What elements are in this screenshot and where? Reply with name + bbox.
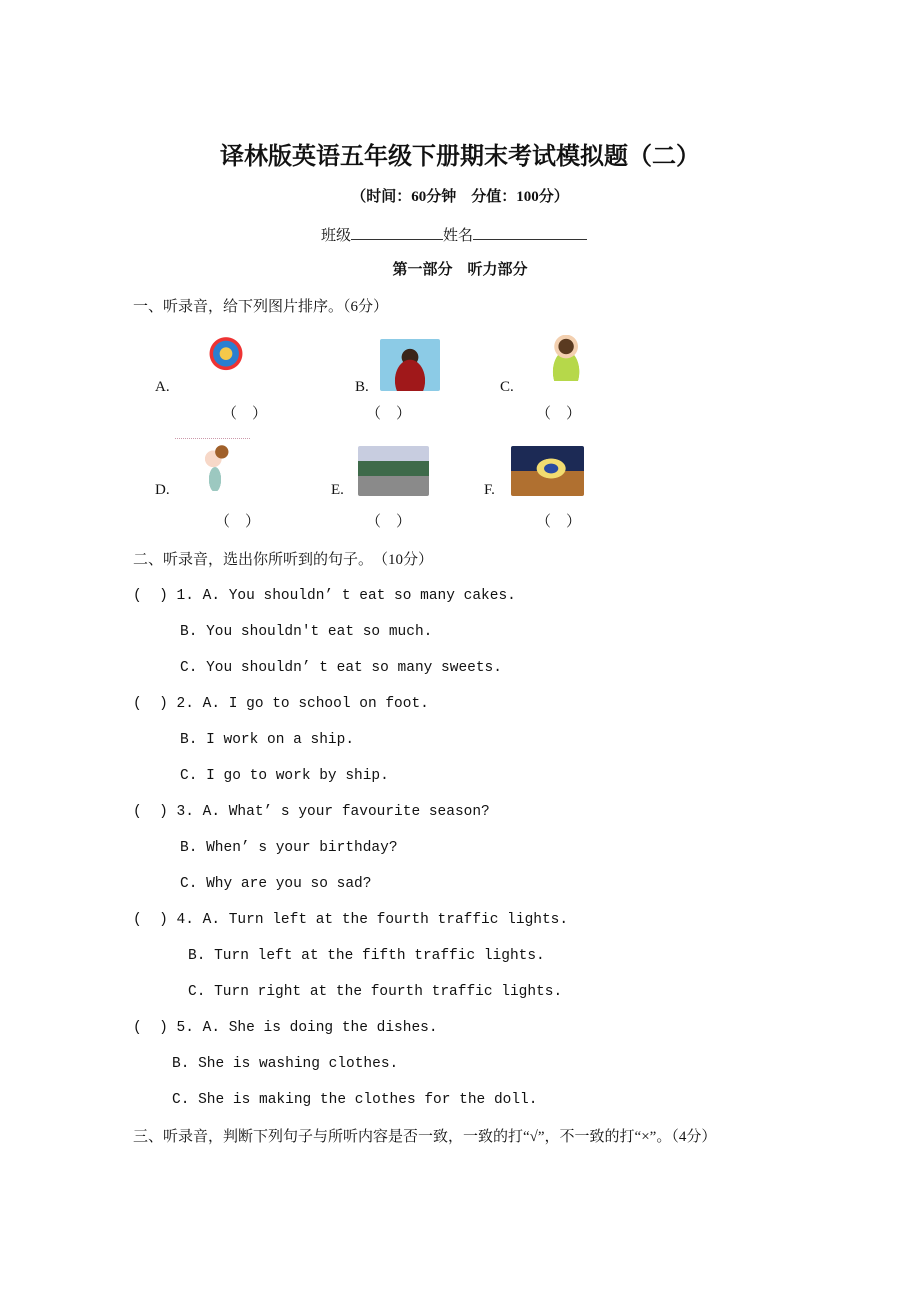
page-title: 译林版英语五年级下册期末考试模拟题（二） [220,144,700,170]
exam-subtitle: （时间：60分钟 分值：100分） [351,189,569,205]
answer-paren-f[interactable]: （ ） [536,514,582,530]
q3-heading: 三、听录音，判断下列句子与所听内容是否一致，一致的打“√”，不一致的打“×”。（4分） [133,1129,717,1145]
class-name-line [321,225,587,245]
name-label: 姓名 [443,228,474,244]
q2-line: C. She is making the clothes for the doll. [172,1092,538,1108]
girl-in-snow-image [380,339,440,391]
q2-line: C. You shouldn’ t eat so many sweets. [180,660,502,676]
q2-line: ( ) 5. A. She is doing the dishes. [133,1020,438,1036]
section-heading: 第一部分 听力部分 [392,262,528,278]
q2-line: ( ) 1. A. You shouldn’ t eat so many cakes. [133,588,516,604]
name-blank[interactable] [473,225,587,240]
option-label-c: C. [500,379,514,395]
q2-line: C. Why are you so sad? [180,876,372,892]
answer-paren-a[interactable]: （ ） [222,406,268,422]
q2-line: B. I work on a ship. [180,732,355,748]
answer-paren-c[interactable]: （ ） [536,406,582,422]
q2-line: B. Turn left at the fifth traffic lights. [188,948,545,964]
street-photo-image [358,446,429,496]
girl-cartoon-image [198,445,232,491]
q2-line: B. She is washing clothes. [172,1056,399,1072]
q2-line: C. I go to work by ship. [180,768,389,784]
divider-dotted [175,438,250,439]
q2-line: ( ) 2. A. I go to school on foot. [133,696,429,712]
q2-line: ( ) 4. A. Turn left at the fourth traffic lights. [133,912,569,928]
class-blank[interactable] [351,225,443,240]
q2-line: C. Turn right at the fourth traffic lights. [188,984,563,1000]
class-label: 班级 [321,228,352,244]
q2-line: B. You shouldn't eat so much. [180,624,433,640]
option-label-e: E. [331,482,344,498]
q2-line: ( ) 3. A. What’ s your favourite season? [133,804,490,820]
option-label-a: A. [155,379,170,395]
answer-paren-e[interactable]: （ ） [366,514,412,530]
q2-heading: 二、听录音，选出你所听到的句子。 （10分） [133,552,434,568]
option-label-b: B. [355,379,369,395]
rocking-horse-image [193,333,253,392]
snow-white-image [511,446,584,496]
answer-paren-b[interactable]: （ ） [366,406,412,422]
answer-paren-d[interactable]: （ ） [215,514,261,530]
option-label-f: F. [484,482,495,498]
q2-line: B. When’ s your birthday? [180,840,398,856]
q1-heading: 一、听录音，给下列图片排序。（6分） [133,299,389,315]
option-label-d: D. [155,482,170,498]
boy-image [543,335,585,381]
